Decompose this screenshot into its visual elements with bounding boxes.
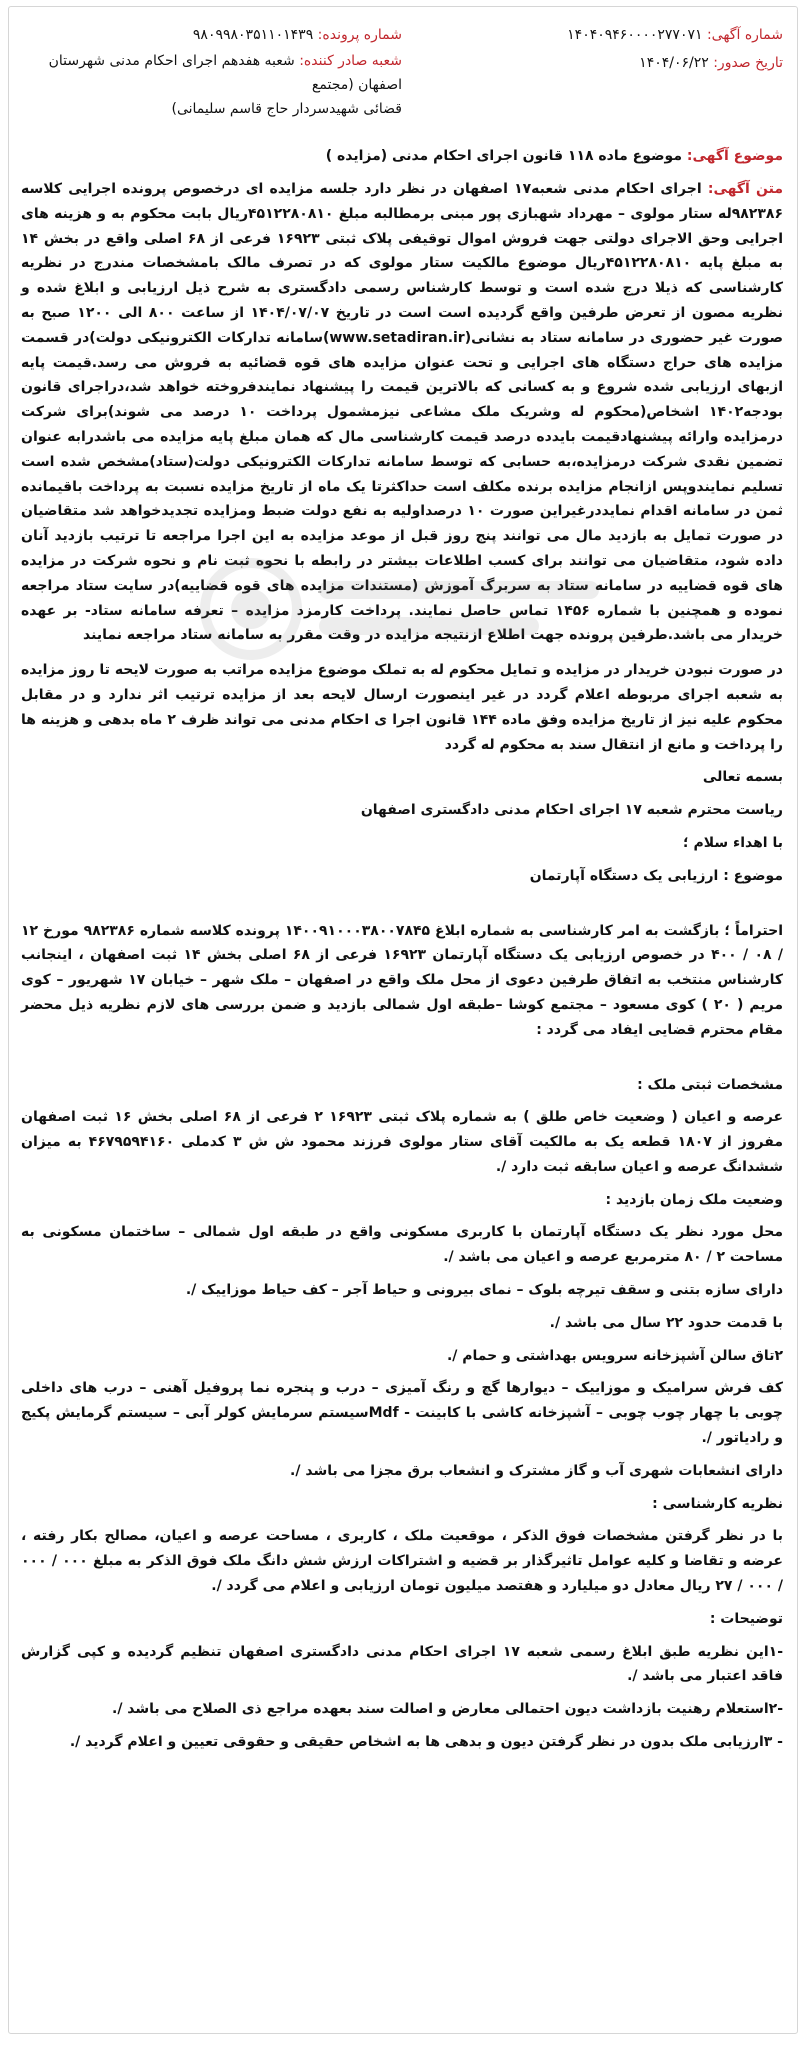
header-row-1	[21, 21, 783, 49]
issue-date-label: تاریخ صدور:	[713, 55, 783, 71]
note-3: - ۳ارزیابی ملک بدون در نظر گرفتن دیون و بدهی ها به اشخاص حقیقی و حقوقی تعیین و اعلام گردید /.	[69, 1734, 783, 1751]
ad-number: ۱۴۰۴۰۹۴۶۰۰۰۰۲۷۷۰۷۱	[567, 27, 703, 43]
greeting: با اهداء سلام ؛	[683, 834, 783, 851]
rooms-text: ۲تاق سالن آشپزخانه سرویس بهداشتی و حمام /.	[446, 1347, 783, 1364]
issuer-label: شعبه صادر کننده:	[299, 53, 402, 69]
body-intro: اجرای احکام مدنی شعبه۱۷ اصفهان در نظر دارد جلسه مزایده ای درخصوص پرونده اجرایی کلاسه ۹۸۲۳۸۶له ستار مولوی – مهرداد شهبازی پور مبنی برمطالبه مبلغ ۴۵۱۲۲۸۰۸۱۰ریال بابت محکوم به و هزینه های اجرایی وحق الاجرای دولتی جهت فروش اموال توقیفی پلاک ثبتی ۱۶۹۲۳ فرعی از ۶۸ اصلی واقع در بخش ۱۴ به مبلغ پایه ۴۵۱۲۲۸۰۸۱۰ریال موضوع مالکیت ستار مولوی که در تصرف مالک بامشخصات مندرج در نظریه کارشناسی که ذیلا درج شده است و توسط کارشناس رسمی دادگستری به شرح ذیل ارزیابی و ابلاغ شده و نظریه مصون از تعرض طرفین واقع گردیده است است در تاریخ ۱۴۰۴/۰۷/۰۷ از ساعت ۸۰۰ الی ۱۲۰۰ صبح به صورت غیر حضوری در سامانه ستاد به نشانی(	[21, 181, 784, 346]
ad-number-label: شماره آگهی:	[706, 27, 783, 43]
opinion-text: با در نظر گرفتن مشخصات فوق الذکر ، موقعیت ملک ، کاربری ، مساحت عرصه و اعیان، مصالح بکار رفته ، عرضه و تقاضا و کلیه عوامل تاثیرگذار بر قضیه و اشتراکات ارزش شش دانگ ملک فوق الذکر به مبلغ ۰۰۰ / ۰۰۰ / ۰۰۰ / ۲۷ ریال معادل دو میلیارد و هفتصد میلیون تومان ارزیابی و اعلام می گردد /.	[21, 1528, 783, 1595]
body-rest: )سامانه تدارکات الکترونیکی دولت)در قسمت مزایده های حراج دستگاه های اجرایی و تحت عنوان مزایده های قوه قضائیه به فروش می رسد.قیمت پایه ازبهای ارزیابی شده شروع و به کسانی که بالاترین قیمت را پیشنهاد نمایندفروخته خواهد شد،دراجرای قانون بودجه۱۴۰۲ اشخاص(محکوم له وشریک ملک مشاعی نیزمشمول پرداخت ۱۰ درصد می شوند)برای شرکت درمزایده وارائه پیشنهادقیمت بایدده درصد قیمت کارشناسی مال که همان مبلغ پایه مزایده می باشدرابه عنوان تضمین نقدی شرکت درمزایده،به حسابی که توسط سامانه تدارکات الکترونیکی دولت(ستاد)مشخص شده است تسلیم نمایندوپس ازانجام مزایده برنده مکلف است حداکثرتا یک ماه از تاریخ مزایده نسبت به پرداخت باقیمانده ثمن در سامانه اقدام نمایددرغیراین صورت ۱۰ درصداولیه به نفع دولت ضبط ومزایده تجدیدخواهد شد متقاضیان در صورت تمایل به بازدید مال می توانند پنج روز قبل از موعد مزایده به این اجرا مراجعه تا ترتیب بازدید آنان داده شود، متقاضیان می توانند برای کسب اطلاعات بیشتر در رابطه با نحوه ثبت نام و نحوه شرکت در مزایده های قوه قضاییه در سامانه ستاد به سربرگ آموزش (مستندات مزایده های قوه قضاییه)در سایت ستاد مراجعه نموده و همچنین با شماره ۱۴۵۶ تماس حاصل نمایند. پرداخت کارمزد مزایده – تعرفه سامانه ستاد- بر عهده خریدار می باشد.طرفین پرونده جهت اطلاع ازنتیجه مزایده در وقت مقرر به سامانه ستاد مراجعه نمایند	[21, 329, 783, 644]
finishes-mdf: Mdf	[368, 1405, 399, 1422]
file-number-label: شماره پرونده:	[317, 27, 402, 43]
header-row-2	[21, 49, 783, 121]
no-buyer-paragraph: در صورت نبودن خریدار در مزایده و تمایل محکوم له به تملک موضوع مزایده مراتب به صورت لایحه تا روز مزایده به شعبه اجرای مربوطه اعلام گردد در غیر اینصورت ارسال لایحه بعد از مزایده ترتیب اثر ندارد و در مقابل محکوم علیه نیز از تاریخ مزایده وفق ماده ۱۴۴ قانون اجرا ی احکام مدنی می تواند ظرف ۲ ماه بدهی و هزینه ها را پرداخت و مانع از انتقال سند به محکوم له گردد	[21, 662, 783, 753]
respect-paragraph: احتراماً ؛ بازگشت به امر کارشناسی به شماره ابلاغ ۱۴۰۰۹۱۰۰۰۳۸۰۰۷۸۴۵ پرونده کلاسه شماره ۹۸۲۳۸۶ مورخ ۱۲ / ۰۸ / ۴۰۰ در خصوص ارزیابی یک دستگاه آپارتمان ۱۶۹۲۳ فرعی از ۶۸ اصلی بخش ۱۴ ثبت اصفهان ، اینجانب کارشناس منتخب به اتفاق طرفین دعوی از محل ملک واقع در اصفهان – ملک شهر – خیابان ۱۷ شهریور – کوی مریم ( ۲۰ ) کوی مسعود – مجتمع کوشا –طبقه اول شمالی بازدید و ضمن بررسی های لازم نظریه ذیل محضر مقام محترم قضایی ایفاد می گردد :	[21, 922, 783, 1038]
notes-title: توضیحات :	[709, 1610, 783, 1627]
subject-label: موضوع آگهی:	[686, 148, 783, 164]
utilities-text: دارای انشعابات شهری آب و گاز مشترک و انشعاب برق مجزا می باشد /.	[290, 1462, 783, 1479]
note-1: -۱این نظریه طبق ابلاغ رسمی شعبه ۱۷ اجرای احکام مدنی دادگستری اصفهان تنظیم گردیده و کپی گزارش فاقد اعتبار می باشد /.	[21, 1643, 783, 1685]
website-link[interactable]: www.setadiran.ir	[329, 329, 465, 346]
subject-value: موضوع ماده ۱۱۸ قانون اجرای احکام مدنی (مزایده )	[325, 148, 682, 164]
report-subject: موضوع : ارزیابی یک دستگاه آپارتمان	[529, 867, 783, 884]
note-2: -۲استعلام رهنیت بازداشت دیون احتمالی معارض و اصالت سند بعهده مراجع ذی الصلاح می باشد /.	[112, 1701, 783, 1718]
finishes-post: سیستم سرمایش کولر آبی – سیستم گرمایش پکیج و رادیاتور /.	[21, 1405, 783, 1447]
notice-document	[8, 6, 798, 2034]
subject-line	[21, 143, 783, 169]
opinion-title: نظریه کارشناسی :	[652, 1495, 783, 1512]
issuer-line-1: شعبه هفدهم اجرای احکام مدنی شهرستان اصفهان (مجتمع	[48, 53, 402, 93]
finishes-pre: کف فرش سرامیک و موزاییک – دیوارها گچ و رنگ آمیزی – درب و پنجره نما پروفیل آهنی – درب های داخلی چوبی با چهار چوب چوبی – آشپزخانه کاشی با کابینت -	[21, 1380, 784, 1422]
age-text: با قدمت حدود ۲۲ سال می باشد /.	[549, 1314, 783, 1331]
issuer-line-2: قضائی شهیدسردار حاج قاسم سلیمانی)	[171, 101, 402, 117]
finishes-text	[21, 1376, 783, 1450]
visit-title: وضعیت ملک زمان بازدید :	[605, 1191, 783, 1208]
body-label: متن آگهی:	[707, 181, 783, 197]
issue-date: ۱۴۰۴/۰۶/۲۲	[639, 55, 709, 71]
addressee: ریاست محترم شعبه ۱۷ اجرای احکام مدنی دادگستری اصفهان	[360, 802, 783, 819]
basmala: بسمه تعالی	[702, 769, 783, 786]
registration-text: عرصه و اعیان ( وضعیت خاص طلق ) به شماره پلاک ثبتی ۱۶۹۲۳ ۲ فرعی از ۶۸ اصلی بخش ۱۶ ثبت اصفهان مفروز از ۱۸۰۷ قطعه یک به مالکیت آقای ستار مولوی فرزند محمود ش ش ۳ کدملی ۴۶۷۹۵۹۴۱۶۰ به میزان ششدانگ عرصه و اعیان سابقه ثبت دارد /.	[21, 1109, 784, 1175]
structure-text: دارای سازه بتنی و سقف تیرچه بلوک – نمای بیرونی و حیاط آجر – کف حیاط موزاییک /.	[185, 1282, 783, 1299]
body-text	[21, 177, 783, 648]
file-number: ۹۸۰۹۹۸۰۳۵۱۱۰۱۴۳۹	[192, 27, 314, 43]
registration-title: مشخصات ثبتی ملک :	[637, 1076, 783, 1093]
visit-text: محل مورد نظر یک دستگاه آپارتمان با کاربری مسکونی واقع در طبقه اول شمالی – ساختمان مسکونی به مساحت ۲ / ۸۰ مترمربع عرصه و اعیان می باشد /.	[21, 1224, 783, 1266]
